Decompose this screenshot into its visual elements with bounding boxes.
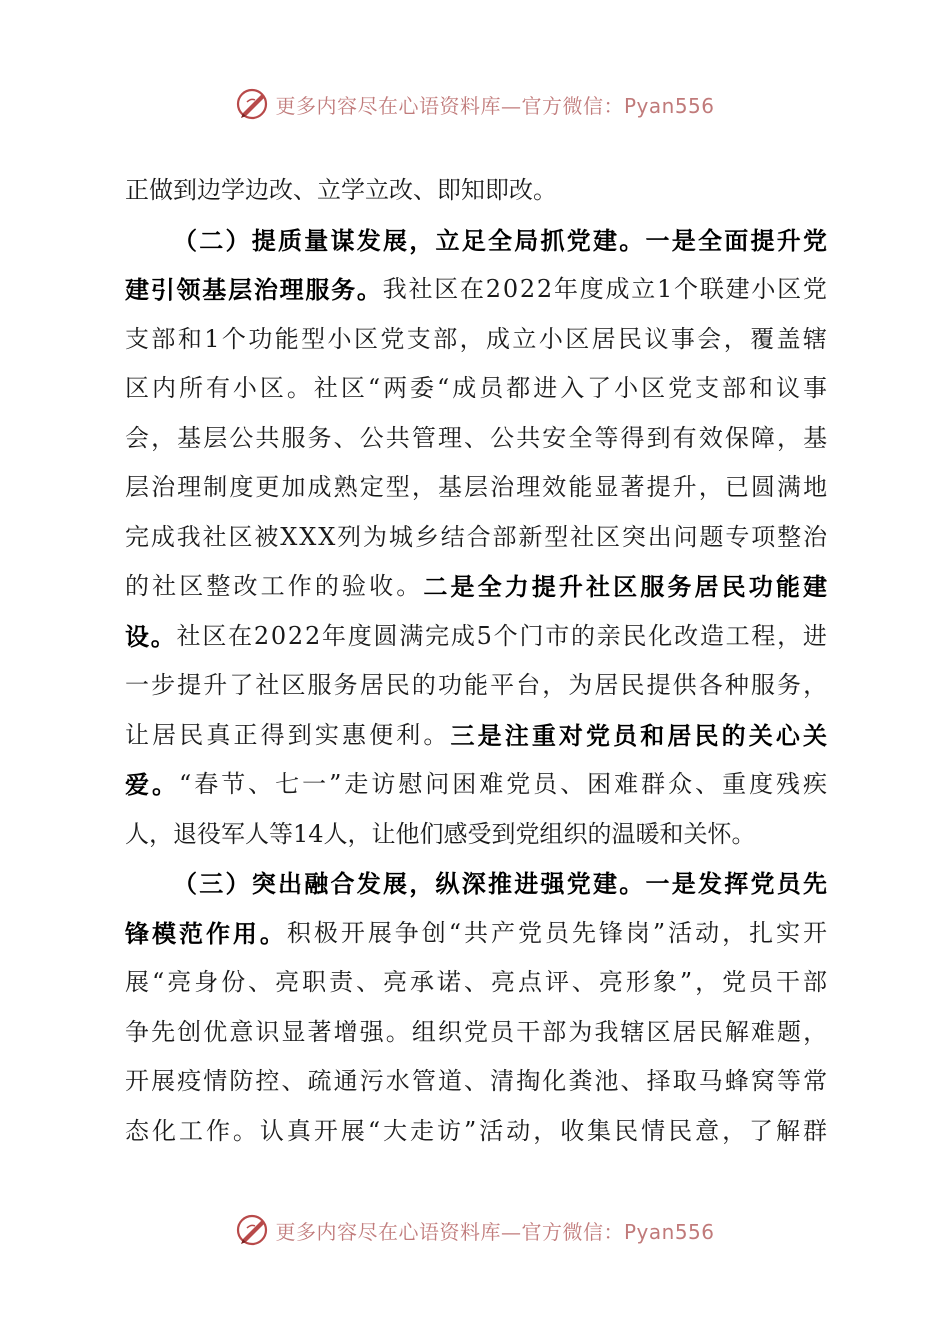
text-line: 支部和1个功能型小区党支部，成立小区居民议事会，覆盖辖	[125, 324, 830, 353]
footer-banner-cn: 更多内容尽在心语资料库—官方微信：	[275, 1219, 624, 1244]
text-line: 人，退役军人等14人，让他们感受到党组织的温暖和关怀。	[125, 819, 756, 848]
paragraph-line	[125, 513, 827, 563]
paragraph-line	[125, 166, 827, 216]
text-line: 开展疫情防控、疏通污水管道、清掏化粪池、择取马蜂窝等常	[125, 1067, 830, 1095]
text-line: 社区在2022年度圆满完成5个门市的亲民化改造工程，进	[176, 621, 829, 650]
paragraph-line	[125, 909, 831, 959]
text-line: 区内所有小区。社区“两委“成员都进入了小区党支部和议事	[125, 374, 830, 402]
paragraph-line	[125, 760, 831, 810]
header-banner-text	[275, 90, 714, 119]
bold-lead-text: 设。	[125, 621, 177, 651]
bold-heading-text: （二）提质量谋发展，立足全局抓党建。一是全面提升党	[173, 225, 830, 255]
paragraph-line	[125, 562, 831, 612]
bold-lead-text: 二是全力提升社区服务居民功能建	[423, 572, 831, 601]
text-line: 完成我社区被XXX列为城乡结合部新型社区突出问题专项整治	[125, 522, 829, 551]
header-banner-cn: 更多内容尽在心语资料库—官方微信：	[275, 93, 624, 118]
document-body	[125, 166, 831, 1156]
text-line: 积极开展争创“共产党员先锋岗”活动，扎实开	[286, 918, 831, 947]
text-line: 展“亮身份、亮职责、亮承诺、亮点评、亮形象”，党员干部	[125, 968, 830, 996]
paragraph-line	[125, 958, 830, 1008]
bold-heading-text: （三）突出融合发展，纵深推进强党建。一是发挥党员先	[173, 869, 830, 898]
bold-lead-text: 建引领基层治理服务。	[125, 275, 383, 304]
section-heading-2	[125, 216, 830, 266]
text-line: 会，基层公共服务、公共管理、公共安全等得到有效保障，基	[125, 423, 830, 452]
bold-lead-text: 三是注重对党员和居民的关心关	[450, 720, 831, 750]
paragraph-line	[125, 661, 830, 711]
header-banner	[0, 84, 950, 124]
text-line: 态化工作。认真开展“大走访”活动，收集民情民意，了解群	[125, 1116, 830, 1145]
paragraph-line	[125, 315, 830, 365]
text-line: “春节、七一”走访慰问困难党员、困难群众、重度残疾	[178, 770, 831, 798]
header-banner-wechat-id: Pyan556	[623, 93, 715, 118]
bold-lead-text: 爱。	[125, 770, 179, 799]
text-line: 层治理制度更加成熟定型，基层治理效能显著提升，已圆满地	[125, 473, 830, 501]
paragraph-line	[125, 463, 830, 513]
paragraph-line	[125, 364, 830, 414]
paragraph-line	[125, 612, 827, 662]
pen-logo-icon	[235, 1212, 271, 1248]
text-line: 让居民真正得到实惠便利。	[125, 720, 451, 749]
footer-banner-text	[275, 1216, 714, 1245]
text-line: 的社区整改工作的验收。	[125, 572, 424, 600]
paragraph-line	[125, 711, 831, 761]
footer-banner	[0, 1210, 950, 1250]
bold-lead-text: 锋模范作用。	[125, 918, 287, 948]
text-line: 我社区在2022年度成立1个联建小区党	[382, 275, 829, 303]
paragraph-line	[125, 1057, 830, 1107]
footer-banner-wechat-id: Pyan556	[623, 1219, 715, 1244]
paragraph-line	[125, 810, 827, 860]
text-line: 一步提升了社区服务居民的功能平台，为居民提供各种服务，	[125, 671, 830, 699]
paragraph-line	[125, 414, 830, 464]
paragraph-line	[125, 1107, 830, 1157]
section-heading-3	[125, 859, 830, 909]
paragraph-line	[125, 265, 827, 315]
text-line: 争先创优意识显著增强。组织党员干部为我辖区居民解难题，	[125, 1017, 830, 1046]
text-line: 正做到边学边改、立学立改、即知即改。	[125, 176, 557, 204]
paragraph-line	[125, 1008, 830, 1058]
pen-logo-icon	[235, 86, 271, 122]
